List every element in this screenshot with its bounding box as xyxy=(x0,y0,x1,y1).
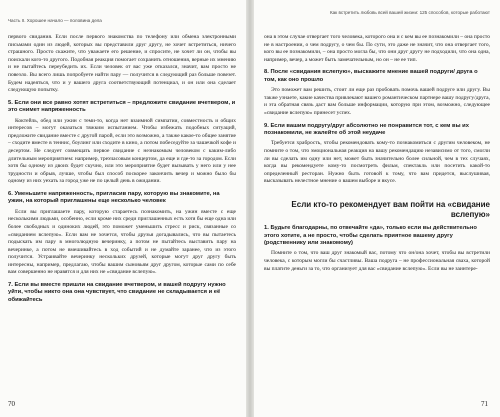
paragraph: Если вы приглашаете пару, которую стараетесь познакомить, на ужин вместе с еще несколькими людьми, особенно, если кроме них среди приглашенных есть хотя бы еще одна или более свободных и одиноких людей, это поможет уменьшить стресс и риск, связанные со «свиданием вслепую». Если вам не хочется, чтобы друзья догадывались, что вы пытаетесь подыскать им пару в многолюдную вечеринку, а потом не пытайтесь выставить пару на вечеринке, а потом не вмешивайтесь в ход событий и не думайте заранее, что из этого получится. Устраивайте вечеринку нескольких друзей, которые могут друг другу быть интересны, например, предлагаю, чтобы вашим сыновьям друг другом, которые сами по себе вам совершенно не нравятся и для них не «свидание вслепую». xyxy=(8,208,236,276)
section-heading: 9. Если вашим подругу/друг абсолютно не понравится тот, с кем вы их познакомили, не жалейте об этой неудаче xyxy=(264,122,469,136)
book-gutter xyxy=(246,0,254,417)
running-head-right: Как встретить любовь всей вашей жизни: 125 способов, которые работают xyxy=(329,10,490,15)
left-page-text xyxy=(8,34,236,307)
paragraph: Требуется храбрость, чтобы рекомендовать кому-то познакомиться с другим человеком, не помните о том, что эмоциональная реакция на вашу рекомендацию независимо от того, смогли ли вы сделать им одну или нет, может быть значительно более сильной, чем в тех случаях, когда вы рекомендуете кому-то посмотреть фильм, спектакль или посетить какой-то определенный ресторан. Нужно быть готовой к тому, что вам придется, выслушивая, высказывать нелестное мнение о вашем выборе и вкусе. xyxy=(264,140,490,185)
running-head-left: Часть II. Хорошее начало — половина дела xyxy=(8,18,102,23)
section-heading: 6. Уменьшите напряженность, пригласив пару, которую вы знакомите, на ужин, на который приглашены еще несколько человек xyxy=(8,190,220,205)
right-page xyxy=(254,0,500,417)
page-number-right: 71 xyxy=(481,400,488,408)
paragraph: она в этом случае отвергает того человека, которого она и с кем вы ее познакомили – она просто не в настроении, о чем подругу, о чем бы. По сути, это даже не значит, что она отвергает того, кого вы ее познакомили, – она просто могла бы, что они друг другу не подходили, что она одна, например, вечер, а может быть замечательным, но он – не ее тип. xyxy=(264,34,491,63)
paragraph: первого свидания. Если после первого знакомства по телефону или обмена электронными письмами один из людей, которых вы представили друг другу, не хочет встретиться, ничего страшного. Просто скажите, что уважаете его решение, и спросите, не хочет ли он, чтобы вы поискали кого-то другого. Подобная реакция помогает сохранить отношения, верные их мнению и не пытайтесь переубедить их. Если человек от вас уже отказался, значит, вам просто не повезло. Вы всего лишь попробуете найти пару — получится в следующий раз больше повезет. Будем надеяться, что и у вашего друга соответствующий потенциал, и он или она сделает следующую попытку. xyxy=(8,34,236,94)
paragraph: Коктейль, обед или ужин с теми-то, когда нет взаимной симпатии, совместность и общих интересов – могут оказаться тяжким испытанием. Чтобы избежать подобных ситуаций, предложите свидание вместе с другой парой, если это возможно, а также какое-то общее занятие – сходите вместе в теннис, боулинг или сходите в кино, а потом побеседуйте за чашечкой кофе и десертом. Не следует совмещать первое свидание с незнакомым человеком с каким-либо длительным мероприятием: например, трехчасовым концертом, да еще и где-то за городом. Если хотя бы одному из двоих будет скучно, или это мероприятие будет вызывать у него или у нее трудности и обрыв, лучше, чтобы был способ поскорее закончить вечер и можно было бы одному из них уехать за город уже не по целый день в ожидании. xyxy=(8,117,236,185)
page-number-left: 70 xyxy=(8,400,15,408)
section-heading: 8. После «свидания вслепую», выскажите мнение вашей подруги/ друга о том, как оно прошло xyxy=(264,69,478,83)
paragraph: Помните о том, что ваш друг знакомый вас, потому что он/она хочет, чтобы вы встретили человека, с которым могли бы счастливы. Ваша подруга – не профессиональная сваха, которой вы платите деньги за то, что организует для вас «свидание вслепую». Если вы не заинтере- xyxy=(264,250,490,272)
left-page xyxy=(0,0,246,417)
section-heading: 5. Если они все равно хотят встретиться – предложите свидание вчетвером, и это снимет напряженность xyxy=(8,99,236,114)
chapter-subtitle: Если кто-то рекомендует вам пойти на «свидание вслепую» xyxy=(291,199,490,219)
right-page-text xyxy=(264,34,490,275)
section-heading: 7. Если вы вместе пришли на свидание вчетвером, и вашей подругу нужно уйти, чтобы никто она она чувствует, что свидание не складывается и её обижайтесь xyxy=(8,282,226,303)
section-heading: 1. Будьте благодарны, по отвечайте «да», только если вы действительно этого хотите, а не просто, чтобы сделать приятное вашему другу (родственнику или знакомому) xyxy=(264,225,477,246)
paragraph: Это поможет вам решить, стоит ли еще раз пробовать помочь вашей подруге или другу. Вы также узнаете, какие качества привлекают вашего романтическом партнере вашу подругу/друга, и эта обратная связь даст вам больше информации, которую при этом, возможно, следующее «свидание вслепую» принесет успех. xyxy=(264,87,490,116)
